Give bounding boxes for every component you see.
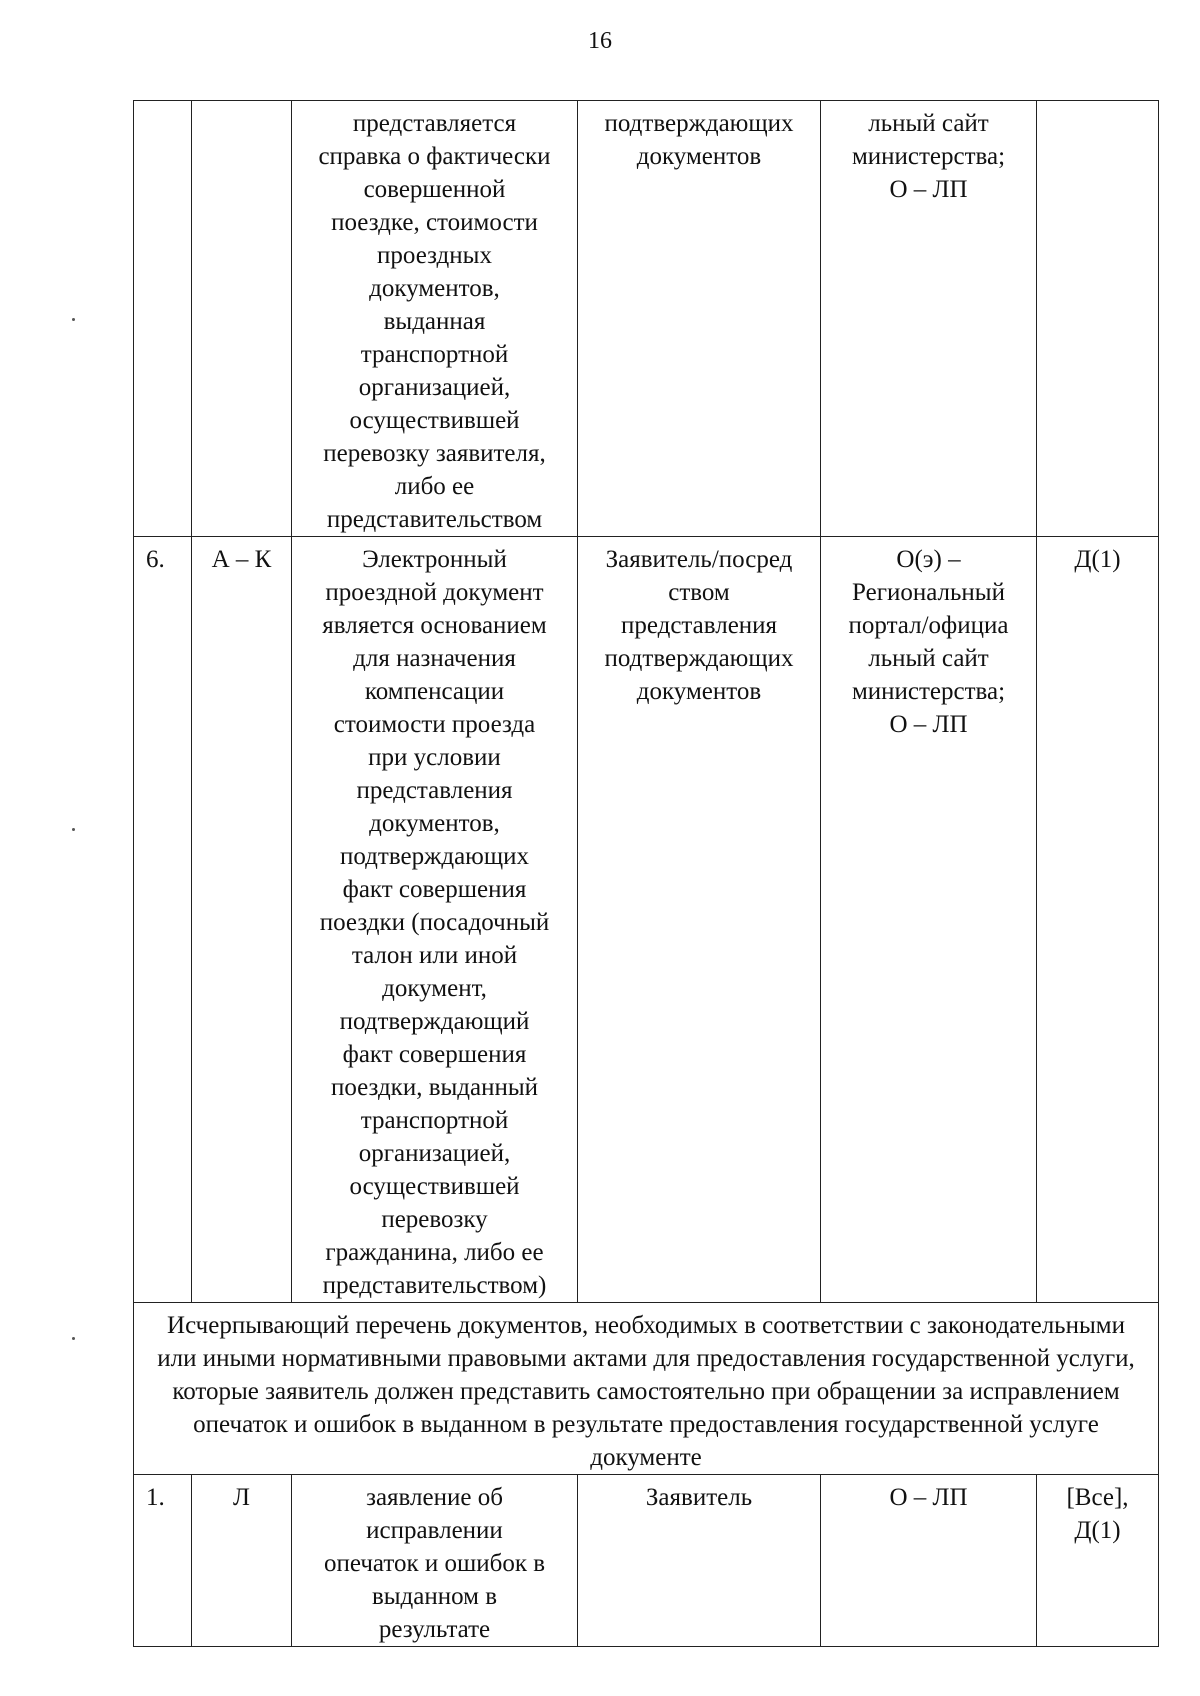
section-heading: Исчерпывающий перечень документов, необходимых в соответствии с законодательными или иными нормативными правовыми актами для предоставления государственной услуги, которые заявитель должен представить самостоятельно при обращении за исправлением опечаток и ошибок в выданном в результате предоставления государственной услуге документе bbox=[157, 1312, 1135, 1471]
table-row bbox=[134, 537, 1159, 1303]
section-heading-cell bbox=[134, 1303, 1159, 1475]
row-form: льный сайт министерства; О – ЛП bbox=[821, 101, 1037, 537]
margin-mark bbox=[72, 828, 75, 831]
row-form: О – ЛП bbox=[821, 1475, 1037, 1647]
row-number: 1. bbox=[134, 1475, 192, 1647]
row-number bbox=[134, 101, 192, 537]
row-number: 6. bbox=[134, 537, 192, 1303]
documents-table bbox=[133, 100, 1159, 1647]
row-category: А – К bbox=[192, 537, 292, 1303]
row-note bbox=[1037, 101, 1159, 537]
row-category bbox=[192, 101, 292, 537]
row-note: [Все], Д(1) bbox=[1037, 1475, 1159, 1647]
page-number: 16 bbox=[588, 28, 612, 54]
row-document: Электронный проездной документ является основанием для назначения компенсации стоимости проезда при условии представления документов, подтверждающих факт совершения поездки (посадочный талон или иной документ, подтверждающий факт совершения поездки, выданный транспортной организацией, осуществившей перевозку гражданина, либо ее представительством) bbox=[292, 537, 578, 1303]
row-provider: Заявитель bbox=[578, 1475, 821, 1647]
row-category: Л bbox=[192, 1475, 292, 1647]
margin-mark bbox=[72, 318, 75, 321]
section-heading-row bbox=[134, 1303, 1159, 1475]
margin-mark bbox=[72, 1337, 75, 1340]
table-row bbox=[134, 1475, 1159, 1647]
row-document: представляется справка о фактически совершенной поездке, стоимости проездных документов, выданная транспортной организацией, осуществившей перевозку заявителя, либо ее представительством bbox=[292, 101, 578, 537]
table-row bbox=[134, 101, 1159, 537]
row-document: заявление об исправлении опечаток и ошибок в выданном в результате bbox=[292, 1475, 578, 1647]
row-provider: Заявитель/посред ством представления подтверждающих документов bbox=[578, 537, 821, 1303]
row-form: О(э) – Региональный портал/официа льный сайт министерства; О – ЛП bbox=[821, 537, 1037, 1303]
row-provider: подтверждающих документов bbox=[578, 101, 821, 537]
row-note: Д(1) bbox=[1037, 537, 1159, 1303]
